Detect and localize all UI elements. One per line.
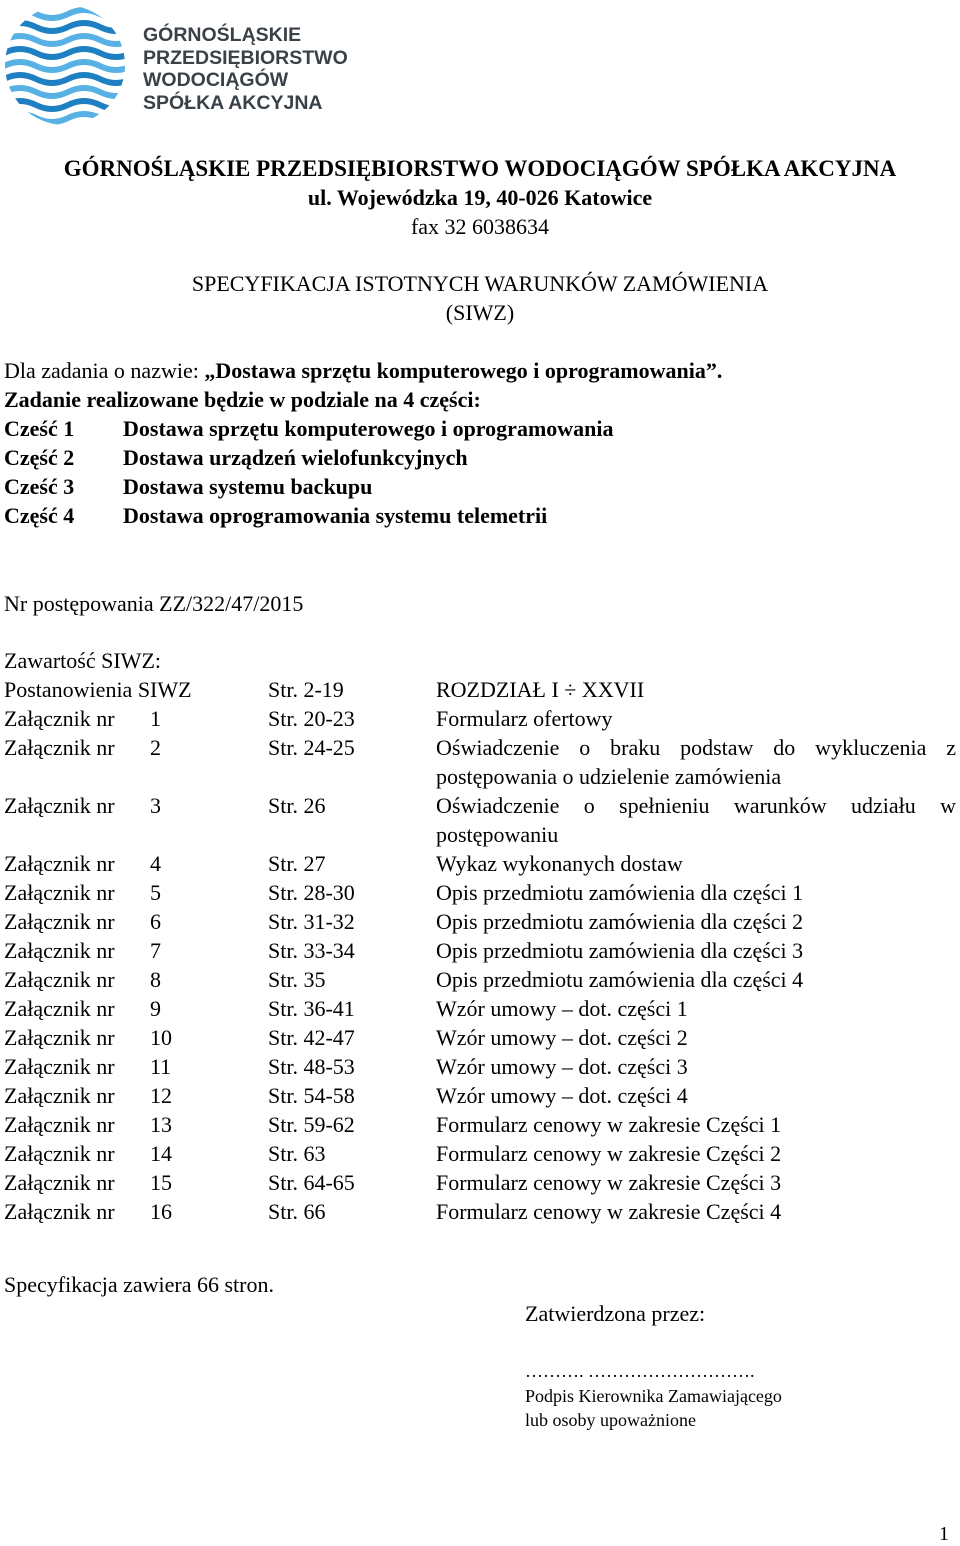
toc-item-description: Formularz cenowy w zakresie Części 2 [436,1141,782,1166]
toc-row [4,849,956,878]
toc-item-number: 1 [150,706,161,731]
toc-item-name: Załącznik nr [4,1199,115,1224]
toc-item-number: 6 [150,909,161,934]
toc-item-pages: Str. 36-41 [268,996,355,1021]
toc-item-description: Wykaz wykonanych dostaw [436,851,683,876]
toc-row [4,791,956,849]
toc-item-name: Załącznik nr [4,706,115,731]
toc-item-description: Formularz cenowy w zakresie Części 4 [436,1199,782,1224]
toc-row [4,733,956,791]
toc-title: Zawartość SIWZ: [4,648,161,673]
logo-line: WODOCIĄGÓW [143,69,289,91]
toc-item-name: Załącznik nr [4,996,115,1021]
part-row [4,443,468,472]
toc-item-number: 11 [150,1054,172,1079]
toc-item-number: 7 [150,938,161,963]
document-title: SPECYFIKACJA ISTOTNYCH WARUNKÓW ZAMÓWIENIA [191,271,769,296]
toc-row [4,704,956,733]
toc-item-pages: Str. 26 [268,793,326,818]
toc-item-description: Wzór umowy – dot. części 4 [436,1083,688,1108]
toc-item-pages: Str. 59-62 [268,1112,355,1137]
toc-row [4,965,956,994]
toc-item-name: Załącznik nr [4,1141,115,1166]
page-count-note: Specyfikacja zawiera 66 stron. [4,1272,274,1297]
toc-item-number: 12 [150,1083,172,1108]
toc-item-description: Wzór umowy – dot. części 3 [436,1054,688,1079]
logo-wordmark [143,24,348,114]
toc-row [4,907,956,936]
part-label: Cześć 1 [4,416,75,441]
toc-item-description: Formularz cenowy w zakresie Części 3 [436,1170,782,1195]
toc-item-pages: Str. 54-58 [268,1083,355,1108]
company-logo [4,4,354,126]
toc-item-name: Załącznik nr [4,1083,115,1108]
toc-row [4,1081,956,1110]
task-prefix: Dla zadania o nazwie: [4,358,205,383]
toc-item-name: Załącznik nr [4,967,115,992]
toc-item-pages: Str. 31-32 [268,909,355,934]
signature-line: ………. ………………………. [525,1361,755,1381]
toc-item-name: Załącznik nr [4,1112,115,1137]
toc-item-number: 10 [150,1025,172,1050]
toc-item-pages: Str. 27 [268,851,326,876]
part-description: Dostawa sprzętu komputerowego i oprogramowania [123,416,614,441]
toc-item-name: Załącznik nr [4,851,115,876]
toc-item-name: Postanowienia SIWZ [4,677,192,702]
water-waves-logo-icon [4,4,132,126]
toc-item-number: 15 [150,1170,172,1195]
part-label: Cześć 3 [4,474,75,499]
toc-item-description: Formularz cenowy w zakresie Części 1 [436,1112,782,1137]
toc-item-number: 3 [150,793,161,818]
toc-item-number: 5 [150,880,161,905]
toc-item-description: Formularz ofertowy [436,706,613,731]
toc-item-name: Załącznik nr [4,880,115,905]
toc-item-name: Załącznik nr [4,938,115,963]
company-address: ul. Wojewódzka 19, 40-026 Katowice [307,185,653,210]
logo-line: GÓRNOŚLĄSKIE [143,24,302,46]
toc-item-number: 4 [150,851,161,876]
toc-item-pages: Str. 33-34 [268,938,355,963]
logo-line: PRZEDSIĘBIORSTWO [143,46,348,69]
toc-item-description: Oświadczenie o spełnieniu warunków udziału w postępowaniu [436,793,956,847]
part-row [4,472,372,501]
part-label: Część 4 [4,503,75,528]
part-row [4,501,547,530]
toc-item-name: Załącznik nr [4,909,115,934]
toc-item-name: Załącznik nr [4,793,115,818]
parts-intro: Zadanie realizowane będzie w podziale na 4 części: [4,387,481,412]
toc-item-description: Opis przedmiotu zamówienia dla części 3 [436,938,804,963]
toc-item-number: 16 [150,1199,172,1224]
toc-item-pages: Str. 66 [268,1199,326,1224]
toc-row [4,1110,956,1139]
toc-item-description: Wzór umowy – dot. części 2 [436,1025,688,1050]
part-description: Dostawa systemu backupu [123,474,373,499]
toc-row [4,1052,956,1081]
page-number: 1 [939,1523,949,1545]
toc-item-number: 9 [150,996,161,1021]
toc-item-pages: Str. 63 [268,1141,326,1166]
toc-item-name: Załącznik nr [4,1170,115,1195]
toc-item-pages: Str. 20-23 [268,706,355,731]
toc-item-description: Wzór umowy – dot. części 1 [436,996,688,1021]
toc-row [4,1139,956,1168]
toc-item-number: 14 [150,1141,172,1166]
toc-item-pages: Str. 24-25 [268,735,355,760]
procedure-number: Nr postępowania ZZ/322/47/2015 [4,591,304,616]
toc-item-description: Oświadczenie o braku podstaw do wykluczenia z postępowania o udzielenie zamówienia [436,735,956,789]
toc-item-description: ROZDZIAŁ I ÷ XXVII [436,677,645,702]
toc-item-description: Opis przedmiotu zamówienia dla części 1 [436,880,804,905]
toc-row [4,994,956,1023]
toc-item-description: Opis przedmiotu zamówienia dla części 2 [436,909,804,934]
company-name: GÓRNOŚLĄSKIE PRZEDSIĘBIORSTWO WODOCIĄGÓW SPÓŁKA AKCYJNA [63,156,897,181]
toc-item-pages: Str. 64-65 [268,1170,355,1195]
signature-caption-continued: lub osoby upoważnione [525,1410,696,1430]
task-name-line [4,356,722,385]
toc-row [4,1168,956,1197]
signature-caption: Podpis Kierownika Zamawiającego [525,1386,782,1406]
part-description: Dostawa oprogramowania systemu telemetrii [123,503,548,528]
toc-item-number: 8 [150,967,161,992]
toc-item-description: Opis przedmiotu zamówienia dla części 4 [436,967,804,992]
toc-row [4,936,956,965]
toc-item-pages: Str. 28-30 [268,880,355,905]
toc-item-name: Załącznik nr [4,1025,115,1050]
toc-item-pages: Str. 35 [268,967,326,992]
task-name: „Dostawa sprzętu komputerowego i oprogramowania”. [204,358,723,383]
toc-item-name: Załącznik nr [4,735,115,760]
toc-item-number: 2 [150,735,161,760]
part-label: Część 2 [4,445,75,470]
toc-item-pages: Str. 42-47 [268,1025,355,1050]
toc-row [4,878,956,907]
toc-item-name: Załącznik nr [4,1054,115,1079]
toc-item-pages: Str. 48-53 [268,1054,355,1079]
part-description: Dostawa urządzeń wielofunkcyjnych [123,445,468,470]
approved-by-label: Zatwierdzona przez: [525,1301,706,1326]
toc-item-pages: Str. 2-19 [268,677,344,702]
document-abbreviation: (SIWZ) [445,300,515,325]
company-fax: fax 32 6038634 [410,214,550,239]
toc-row [4,675,956,704]
logo-line: SPÓŁKA AKCYJNA [143,91,323,114]
part-row [4,414,614,443]
toc-row [4,1197,956,1226]
toc-row [4,1023,956,1052]
toc-item-number: 13 [150,1112,172,1137]
